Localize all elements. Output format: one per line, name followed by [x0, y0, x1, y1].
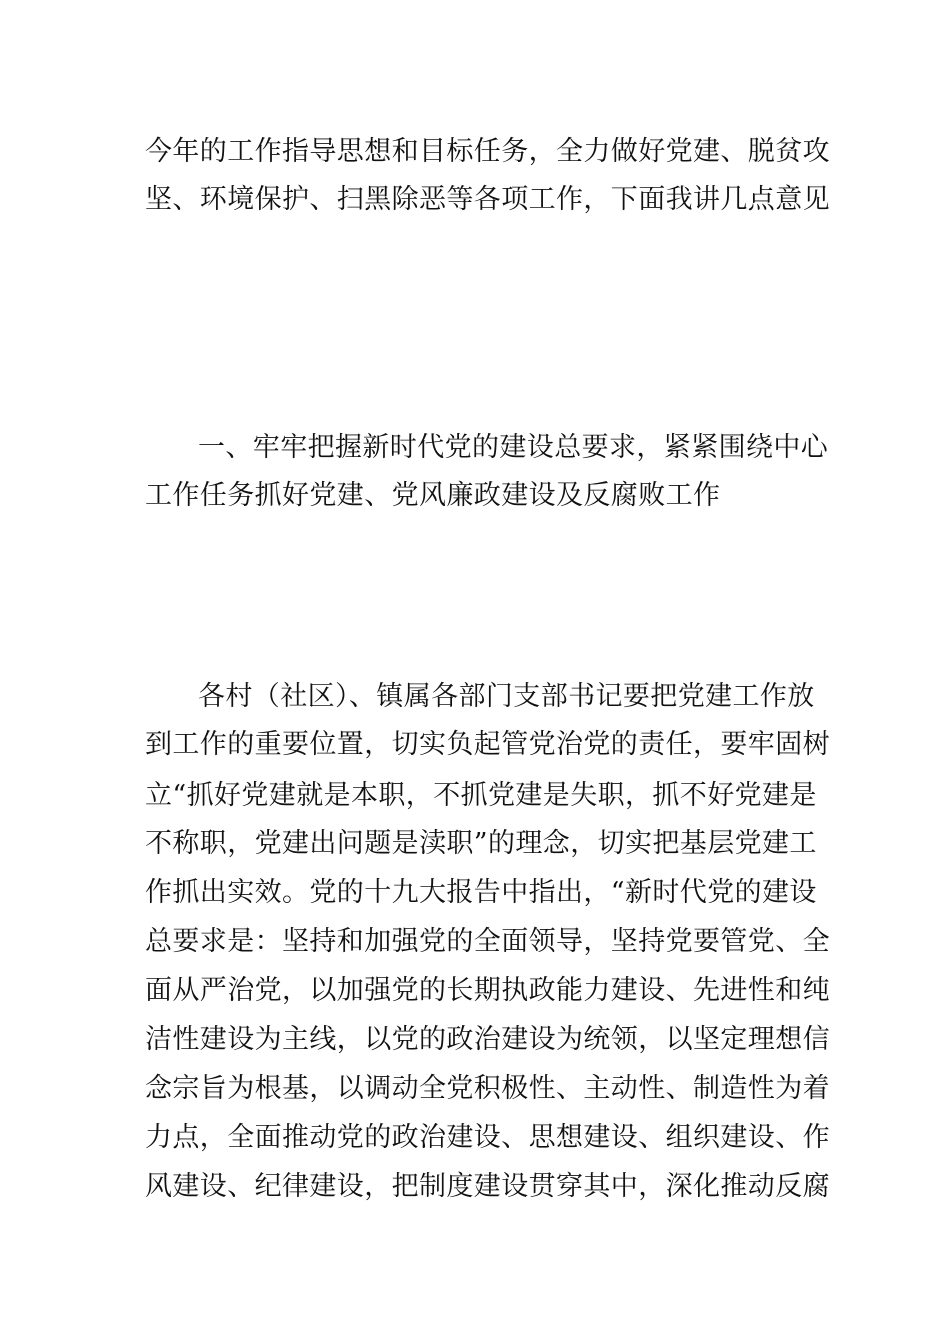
- body-line: 念宗旨为根基，以调动全党积极性、主动性、制造性为着: [145, 1073, 830, 1104]
- body-line: 总要求是：坚持和加强党的全面领导，坚持党要管党、全: [145, 926, 830, 957]
- body-line: 立“抓好党建就是本职，不抓党建是失职，抓不好党建是: [145, 780, 817, 811]
- body-line: 力点，全面推动党的政治建设、思想建设、组织建设、作: [145, 1122, 830, 1153]
- body-line: 面从严治党，以加强党的长期执政能力建设、先进性和纯: [145, 975, 830, 1006]
- body-line: 作抓出实效。党的十九大报告中指出，“新时代党的建设: [145, 877, 817, 908]
- body-line: 各村（社区）、镇属各部门支部书记要把党建工作放: [198, 681, 815, 712]
- intro-line: 今年的工作指导思想和目标任务，全力做好党建、脱贫攻: [145, 136, 830, 167]
- body-line: 风建设、纪律建设，把制度建设贯穿其中，深化推动反腐: [145, 1171, 830, 1202]
- intro-line: 坚、环境保护、扫黑除恶等各项工作，下面我讲几点意见: [145, 184, 830, 215]
- body-line: 到工作的重要位置，切实负起管党治党的责任，要牢固树: [145, 729, 830, 760]
- body-line: 洁性建设为主线，以党的政治建设为统领，以坚定理想信: [145, 1024, 830, 1055]
- section-heading-line: 一、牢牢把握新时代党的建设总要求，紧紧围绕中心: [198, 432, 829, 463]
- body-line: 不称职，党建出问题是渎职”的理念，切实把基层党建工: [145, 828, 817, 859]
- section-heading-line: 工作任务抓好党建、党风廉政建设及反腐败工作: [145, 480, 721, 511]
